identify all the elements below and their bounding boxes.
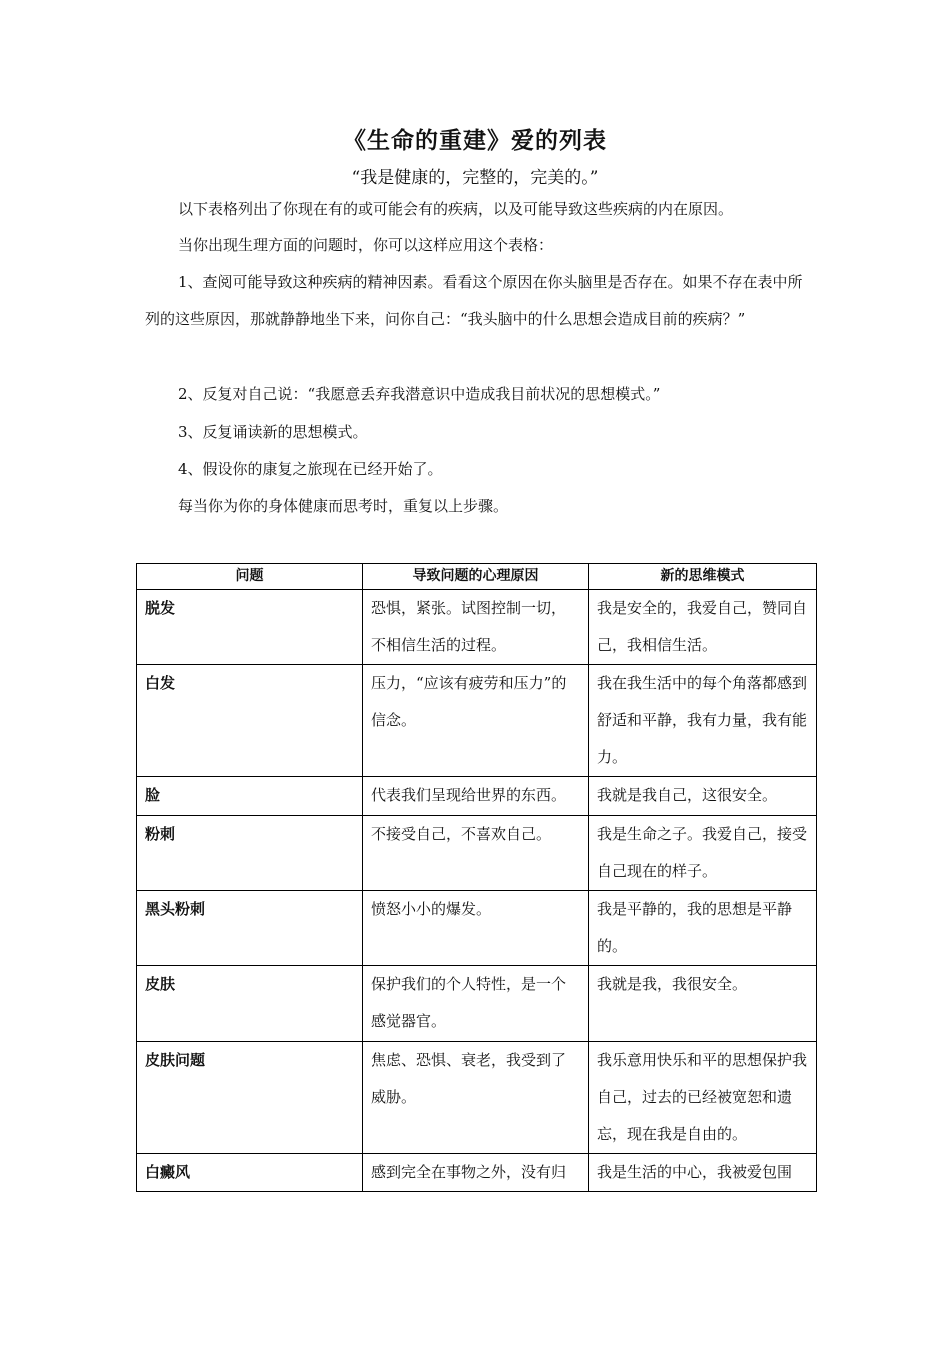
pattern-cell: 我在我生活中的每个角落都感到舒适和平静，我有力量，我有能力。 bbox=[589, 665, 817, 777]
table-row bbox=[137, 1154, 817, 1192]
cause-cell: 代表我们呈现给世界的东西。 bbox=[363, 777, 589, 816]
problem-cell: 白癜风 bbox=[137, 1154, 363, 1192]
header-cause: 导致问题的心理原因 bbox=[363, 564, 589, 590]
pattern-cell: 我是生活的中心，我被爱包围 bbox=[589, 1154, 817, 1192]
pattern-cell: 我是安全的，我爱自己，赞同自己，我相信生活。 bbox=[589, 590, 817, 665]
table-row bbox=[137, 590, 817, 665]
header-problem: 问题 bbox=[137, 564, 363, 590]
page-subtitle: “我是健康的，完整的，完美的。” bbox=[351, 168, 599, 188]
pattern-cell: 我乐意用快乐和平的思想保护我自己，过去的已经被宽恕和遗忘，现在我是自由的。 bbox=[589, 1042, 817, 1154]
cause-cell: 恐惧，紧张。试图控制一切，不相信生活的过程。 bbox=[363, 590, 589, 665]
problem-cell: 黑头粉刺 bbox=[137, 891, 363, 966]
intro-paragraph: 以下表格列出了你现在有的或可能会有的疾病，以及可能导致这些疾病的内在原因。 bbox=[178, 200, 734, 218]
problem-cell: 白发 bbox=[137, 665, 363, 777]
table-row bbox=[137, 1042, 817, 1154]
header-pattern: 新的思维模式 bbox=[589, 564, 817, 590]
cause-cell: 不接受自己，不喜欢自己。 bbox=[363, 816, 589, 891]
cause-cell: 感到完全在事物之外，没有归 bbox=[363, 1154, 589, 1192]
table-row bbox=[137, 777, 817, 816]
table-row bbox=[137, 816, 817, 891]
cause-cell: 焦虑、恐惧、衰老，我受到了威胁。 bbox=[363, 1042, 589, 1154]
table-row bbox=[137, 966, 817, 1042]
table-row bbox=[137, 891, 817, 966]
step-4-paragraph: 4、假设你的康复之旅现在已经开始了。 bbox=[178, 460, 443, 478]
problem-cell: 脱发 bbox=[137, 590, 363, 665]
problem-cell: 粉刺 bbox=[137, 816, 363, 891]
step-3-paragraph: 3、反复诵读新的思想模式。 bbox=[178, 423, 368, 441]
pattern-cell: 我就是我自己，这很安全。 bbox=[589, 777, 817, 816]
table-header-row bbox=[137, 564, 817, 590]
cause-cell: 愤怒小小的爆发。 bbox=[363, 891, 589, 966]
page-title: 《生命的重建》爱的列表 bbox=[343, 128, 607, 154]
table-row bbox=[137, 665, 817, 777]
repeat-paragraph: 每当你为你的身体健康而思考时，重复以上步骤。 bbox=[178, 497, 509, 515]
disease-table bbox=[136, 563, 817, 1192]
step-2-paragraph: 2、反复对自己说：“我愿意丢弃我潜意识中造成我目前状况的思想模式。” bbox=[178, 385, 661, 403]
step-1-paragraph: 1、查阅可能导致这种疾病的精神因素。看看这个原因在你头脑里是否存在。如果不存在表中所列的这些原因，那就静静地坐下来，问你自己：“我头脑中的什么思想会造成目前的疾病？” bbox=[145, 273, 803, 328]
problem-cell: 皮肤问题 bbox=[137, 1042, 363, 1154]
problem-cell: 脸 bbox=[137, 777, 363, 816]
problem-cell: 皮肤 bbox=[137, 966, 363, 1042]
usage-paragraph: 当你出现生理方面的问题时，你可以这样应用这个表格： bbox=[178, 236, 554, 254]
pattern-cell: 我是平静的，我的思想是平静的。 bbox=[589, 891, 817, 966]
pattern-cell: 我就是我，我很安全。 bbox=[589, 966, 817, 1042]
pattern-cell: 我是生命之子。我爱自己，接受自己现在的样子。 bbox=[589, 816, 817, 891]
cause-cell: 保护我们的个人特性，是一个感觉器官。 bbox=[363, 966, 589, 1042]
cause-cell: 压力，“应该有疲劳和压力”的信念。 bbox=[363, 665, 589, 777]
